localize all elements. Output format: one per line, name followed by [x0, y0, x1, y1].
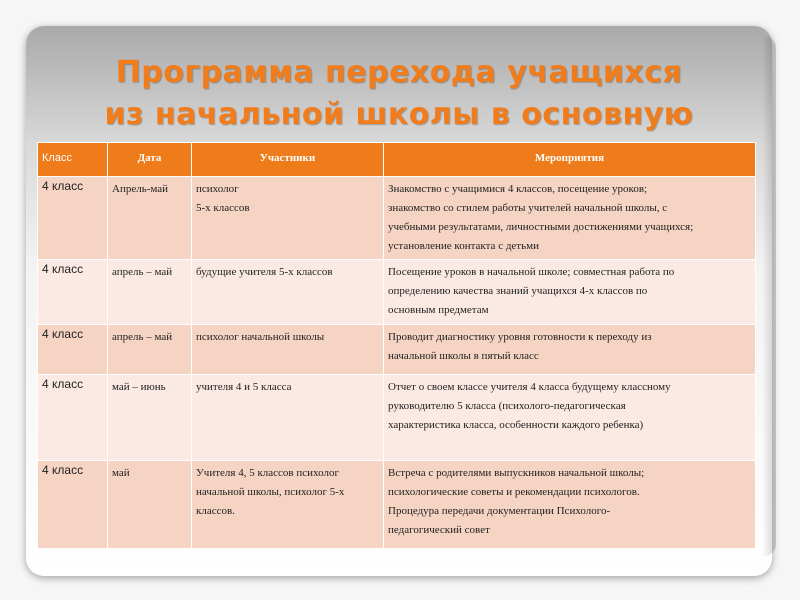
events-line: Встреча с родителями выпускников начальной школы;	[388, 467, 645, 479]
cell-class: 4 класс	[38, 325, 108, 375]
events-line: Знакомство с учащимися 4 классов, посещение уроков;	[388, 183, 648, 195]
events-line: характеристика класса, особенности каждого ребенка)	[388, 419, 644, 431]
cell-participants	[192, 375, 384, 461]
table-row	[38, 375, 756, 461]
events-line: Процедура передачи документации Психолого-	[388, 505, 611, 517]
cell-date: май	[108, 461, 192, 549]
participants-line: психолог	[196, 183, 239, 195]
events-line: Посещение уроков в начальной школе; совместная работа по	[388, 266, 675, 278]
events-line: Отчет о своем классе учителя 4 класса будущему классному	[388, 381, 671, 393]
cell-events	[384, 375, 756, 461]
events-line: Проводит диагностику уровня готовности к переходу из	[388, 331, 652, 343]
title-line-2: из начальной школы в основную	[104, 97, 694, 132]
table-header-row	[38, 143, 756, 177]
participants-line: начальной школы, психолог 5-х	[196, 486, 345, 498]
cell-events	[384, 461, 756, 549]
table-row	[38, 325, 756, 375]
header-class: Класс	[38, 143, 108, 177]
title-line-1: Программа перехода учащихся	[115, 55, 683, 90]
cell-date: апрель – май	[108, 260, 192, 325]
cell-participants	[192, 260, 384, 325]
participants-line: психолог начальной школы	[196, 331, 325, 343]
events-line: установление контакта с детьми	[388, 240, 539, 252]
table-row	[38, 461, 756, 549]
cell-participants	[192, 177, 384, 260]
cell-participants	[192, 461, 384, 549]
events-line: начальной школы в пятый класс	[388, 350, 539, 362]
events-line: основным предметам	[388, 304, 489, 316]
cell-date: май – июнь	[108, 375, 192, 461]
header-participants: Участники	[192, 143, 384, 177]
cell-class: 4 класс	[38, 461, 108, 549]
participants-line: будущие учителя 5-х классов	[196, 266, 333, 278]
cell-events	[384, 325, 756, 375]
cell-date: апрель – май	[108, 325, 192, 375]
header-events: Мероприятия	[384, 143, 756, 177]
participants-line: учителя 4 и 5 класса	[196, 381, 292, 393]
transition-program-table	[37, 142, 756, 549]
events-line: руководителю 5 класса (психолого-педагогическая	[388, 400, 626, 412]
slide-title	[26, 52, 772, 136]
cell-participants	[192, 325, 384, 375]
cell-date: Апрель-май	[108, 177, 192, 260]
events-line: знакомство со стилем работы учителей начальной школы, с	[388, 202, 668, 214]
participants-line: 5-х классов	[196, 202, 250, 214]
events-line: педагогический совет	[388, 524, 490, 536]
events-line: учебными результатами, личностными достижениями учащихся;	[388, 221, 694, 233]
events-line: психологические советы и рекомендации психологов.	[388, 486, 640, 498]
events-line: определению качества знаний учащихся 4-х классов по	[388, 285, 648, 297]
participants-line: классов.	[196, 505, 235, 517]
participants-line: Учителя 4, 5 классов психолог	[196, 467, 339, 479]
cell-class: 4 класс	[38, 177, 108, 260]
cell-events	[384, 260, 756, 325]
table-row	[38, 177, 756, 260]
cell-events	[384, 177, 756, 260]
cell-class: 4 класс	[38, 375, 108, 461]
table-row	[38, 260, 756, 325]
header-date: Дата	[108, 143, 192, 177]
cell-class: 4 класс	[38, 260, 108, 325]
